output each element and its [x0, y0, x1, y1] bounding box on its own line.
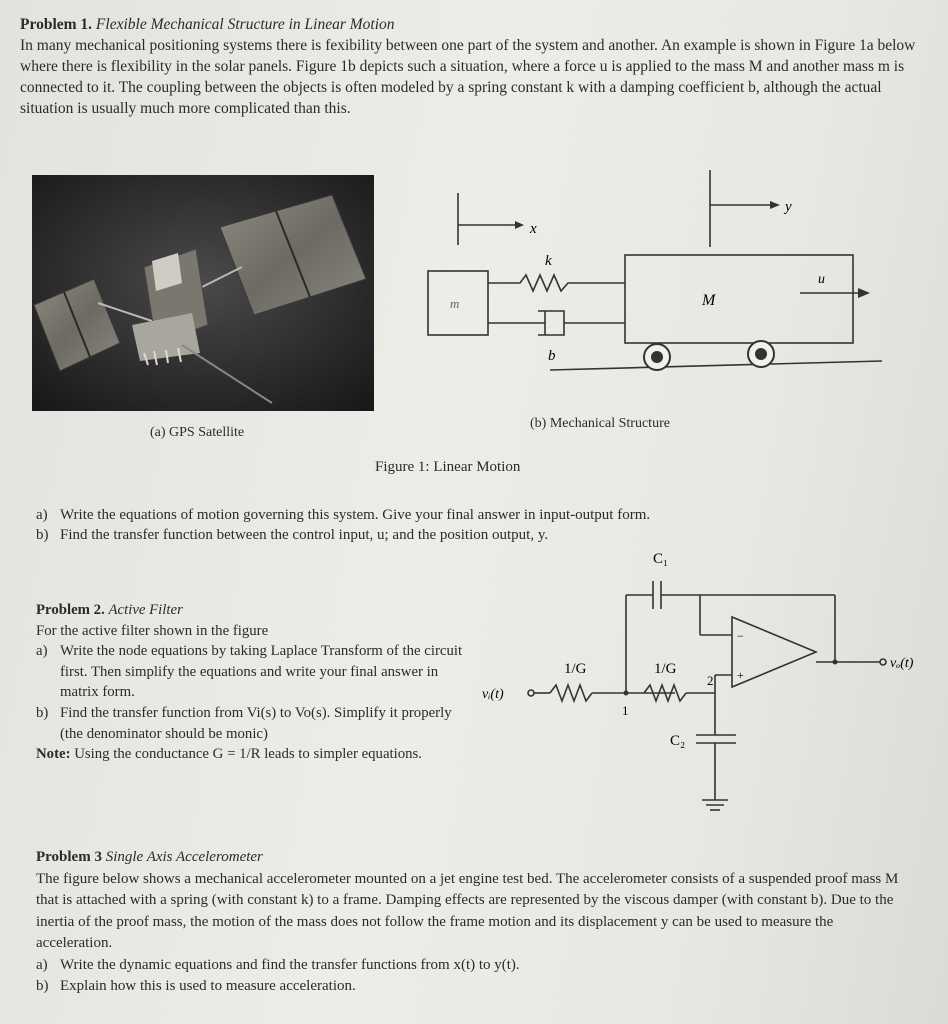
- label-c2: C₂: [670, 733, 686, 749]
- problem-2-heading: Problem 2.: [36, 602, 105, 618]
- spring-k: [488, 275, 625, 291]
- output-terminal: [880, 659, 886, 665]
- label-k: k: [545, 253, 552, 269]
- problem-3-title: Single Axis Accelerometer: [105, 849, 263, 865]
- label-b: b: [548, 348, 556, 364]
- label-x: x: [530, 221, 537, 237]
- problem-2-intro: For the active filter shown in the figure: [36, 622, 269, 639]
- label-r2: 1/G: [654, 661, 677, 677]
- figure-1-caption: Figure 1: Linear Motion: [375, 459, 521, 475]
- problem-2: [36, 600, 476, 765]
- problem-3-question-a: a) Write the dynamic equations and find the transfer functions from x(t) to y(t).: [36, 956, 520, 973]
- label-plus: +: [737, 668, 744, 682]
- label-c1: C₁: [653, 551, 669, 567]
- problem-1-question-a: a) Write the equations of motion governing this system. Give your final answer in input-output form.: [36, 507, 651, 523]
- gps-satellite-photo: [32, 175, 374, 411]
- label-vout: vₒ(t): [890, 656, 914, 671]
- caption-mechanical-structure: (b) Mechanical Structure: [530, 416, 670, 431]
- problem-2-question-b: b) Find the transfer function from Vi(s) to Vo(s). Simplify it properly (the denominator should be monic): [36, 704, 452, 742]
- caption-gps-satellite: (a) GPS Satellite: [150, 425, 245, 440]
- label-y: y: [785, 199, 792, 215]
- problem-1-intro: [20, 14, 920, 119]
- label-m: m: [450, 296, 460, 311]
- wheel-left: [644, 344, 670, 370]
- problem-2-title: Active Filter: [108, 602, 183, 618]
- ground-line: [550, 361, 882, 370]
- problem-3-body: The figure below shows a mechanical accelerometer mounted on a jet engine test bed. The accelerometer consists of a suspended proof mass M that is attached with a spring (with constant k) to a frame. Damping effects are represented by the viscous damper (with constant b). Due to the inertia of the proof mass, the motion of the mass does not follow the frame motion and its displacement y can be used to measure the acceleration.: [36, 870, 899, 951]
- resistor-r1: [550, 685, 592, 701]
- problem-1-heading: Problem 1.: [20, 16, 93, 33]
- mechanical-structure-diagram: [420, 165, 890, 410]
- problem-2-question-a: a) Write the node equations by taking Laplace Transform of the circuit first. Then simplify the equations and write your final answer in matrix form.: [36, 643, 463, 701]
- input-terminal: [528, 690, 534, 696]
- problem-2-note: Note: Using the conductance G = 1/R leads to simpler equations.: [36, 746, 422, 763]
- problem-1-question-b: b) Find the transfer function between the control input, u; and the position output, y.: [36, 527, 549, 543]
- wheel-right: [748, 341, 774, 367]
- label-M: M: [702, 292, 716, 309]
- label-vin: vᵢ(t): [482, 687, 504, 702]
- problem-3-question-b: b) Explain how this is used to measure acceleration.: [36, 978, 356, 994]
- label-node-2: 2: [707, 673, 714, 688]
- op-amp: [732, 617, 816, 687]
- active-filter-circuit: [470, 545, 940, 825]
- label-r1: 1/G: [564, 661, 587, 677]
- problem-1-title: Flexible Mechanical Structure in Linear Motion: [95, 16, 395, 33]
- problem-3-heading: Problem 3: [36, 849, 102, 865]
- label-minus: −: [737, 629, 744, 643]
- mass-M-box: [625, 255, 853, 343]
- label-u: u: [818, 272, 825, 287]
- problem-1-questions: [36, 505, 856, 545]
- problem-1-body: In many mechanical positioning systems there is fexibility between one part of the system and another. An example is shown in Figure 1a below where there is flexibility in the solar panels. Figure 1b depicts such a situation, where a force u is applied to the mass M and another mass m is connected to it. The coupling between the objects is often modeled by a spring constant k with a damping coefficient b, although the actual situation is usually much more complicated than this.: [20, 37, 916, 117]
- problem-3: [36, 847, 911, 998]
- label-node-1: 1: [622, 703, 629, 718]
